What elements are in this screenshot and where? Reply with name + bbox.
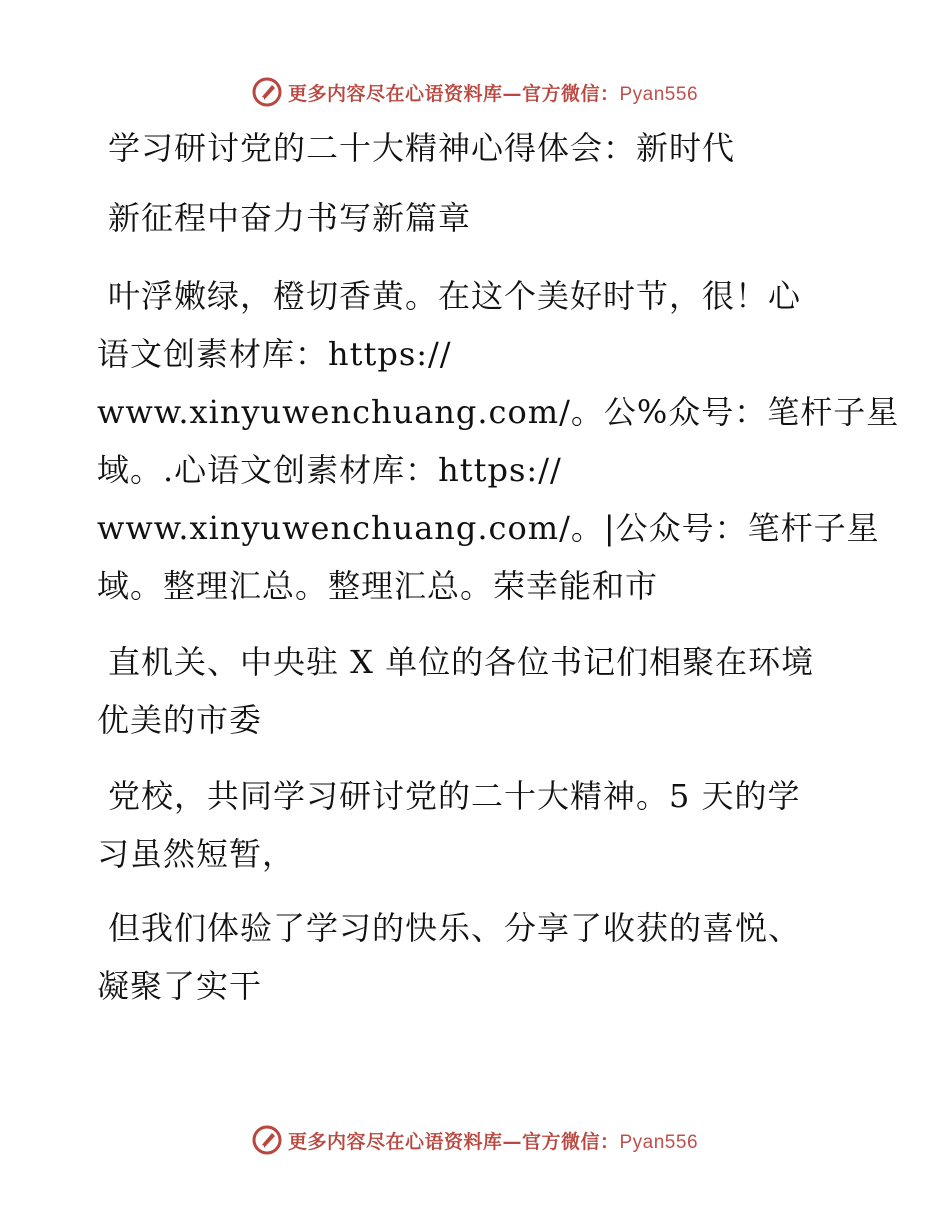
paragraph-line: 党校，共同学习研讨党的二十大精神。5 天的学 xyxy=(108,777,801,815)
header-banner xyxy=(0,72,950,112)
paragraph-line: 直机关、中央驻 X 单位的各位书记们相聚在环境 xyxy=(108,643,815,681)
paragraph-line: www.xinyuwenchuang.com/。公%众号：笔杆子星 xyxy=(97,393,900,431)
paragraph-line: 但我们体验了学习的快乐、分享了收获的喜悦、 xyxy=(108,909,802,947)
paragraph-line: 凝聚了实干 xyxy=(97,967,263,1005)
paragraph-line: 优美的市委 xyxy=(97,701,263,739)
paragraph-line: 语文创素材库：https:// xyxy=(97,335,452,373)
document-title-line-1: 学习研讨党的二十大精神心得体会：新时代 xyxy=(108,129,736,167)
footer-banner xyxy=(0,1120,950,1160)
footer-wechat-id: Pyan556 xyxy=(619,1131,699,1153)
document-title-line-2: 新征程中奋力书写新篇章 xyxy=(108,199,472,237)
paragraph-line: 域。.心语文创素材库：https:// xyxy=(97,451,562,489)
paragraph-line: 域。整理汇总。整理汇总。荣幸能和市 xyxy=(97,567,659,605)
header-wechat-id: Pyan556 xyxy=(619,83,699,105)
paragraph-line: 习虽然短暂， xyxy=(97,835,296,873)
paragraph-line: 叶浮嫩绿，橙切香黄。在这个美好时节，很！心 xyxy=(108,277,802,315)
pen-nib-logo-icon xyxy=(252,77,282,107)
pen-nib-logo-icon xyxy=(252,1125,282,1155)
header-banner-text: 更多内容尽在心语资料库—官方微信：Pyan556 xyxy=(287,82,699,105)
footer-banner-text: 更多内容尽在心语资料库—官方微信：Pyan556 xyxy=(287,1130,699,1153)
paragraph-line: www.xinyuwenchuang.com/。|公众号：笔杆子星 xyxy=(97,509,880,547)
